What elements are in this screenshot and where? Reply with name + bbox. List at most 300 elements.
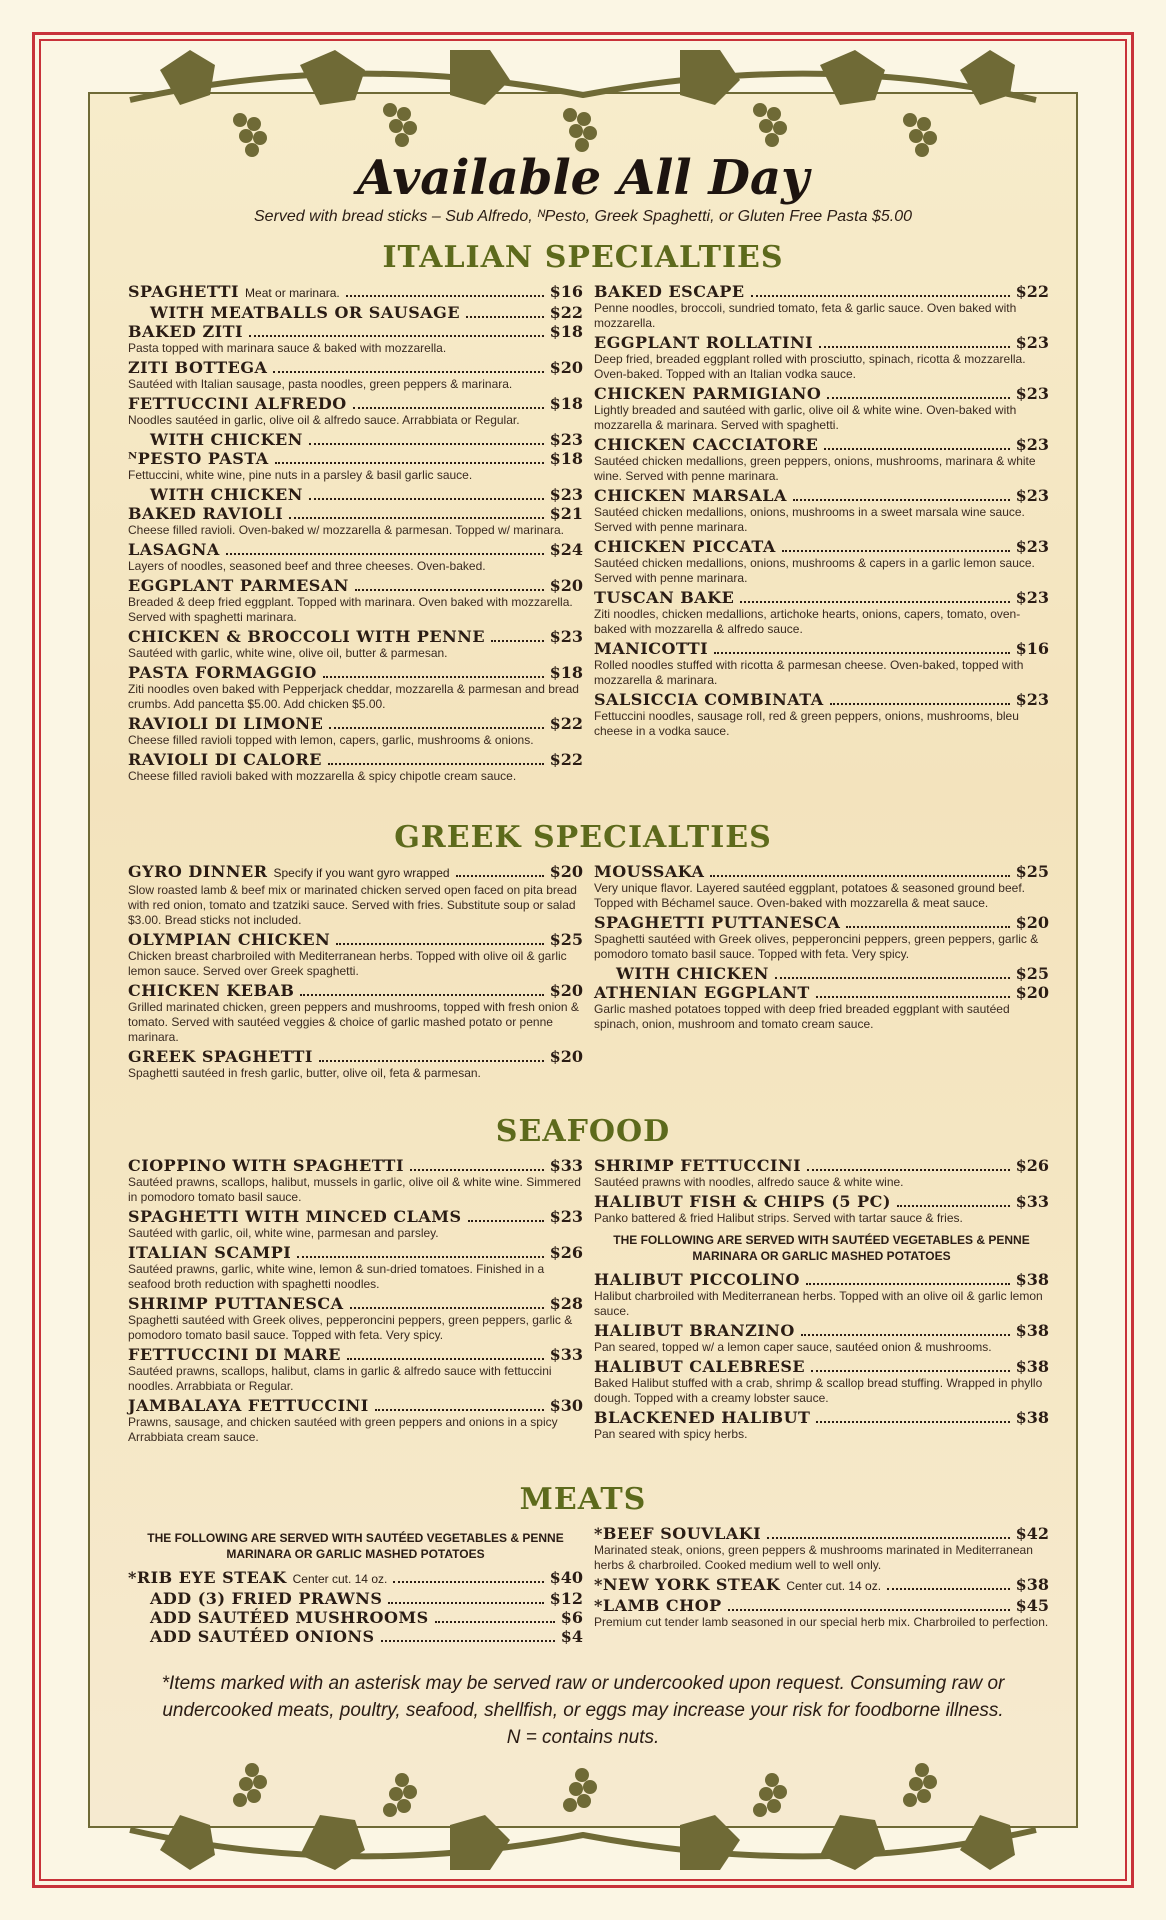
menu-item-line — [594, 384, 1049, 403]
dot-leader — [767, 1537, 1009, 1539]
menu-item-price: $25 — [1015, 862, 1049, 881]
menu-item-description: Grilled marinated chicken, green peppers and mushrooms, topped with fresh onion & tomato. Served with sautéed veggies & choice of garlic mashed potato or penne marinara. — [128, 1000, 579, 1044]
dot-leader — [289, 517, 543, 519]
menu-item — [128, 394, 583, 428]
menu-item-price: $38 — [1015, 1575, 1049, 1594]
dot-leader — [468, 1220, 544, 1222]
menu-item-price: $20 — [549, 576, 583, 595]
menu-item-line — [594, 862, 1049, 881]
dot-leader — [375, 1409, 544, 1411]
menu-item-description: Rolled noodles stuffed with ricotta & parmesan cheese. Oven-baked, topped with mozzarella & marinara. — [594, 658, 1024, 687]
menu-item-line — [128, 540, 583, 559]
menu-item-price: $16 — [1015, 639, 1049, 658]
dot-leader — [782, 550, 1010, 552]
menu-item-description: Sautéed with garlic, white wine, olive oil, butter & parmesan. — [128, 646, 448, 660]
menu-item-description: Baked Halibut stuffed with a crab, shrimp & scallop bread stuffing. Wrapped in phyllo dough. Topped with a creamy lobster sauce. — [594, 1376, 1043, 1405]
menu-item — [594, 1321, 1049, 1355]
menu-item-price: $18 — [549, 449, 583, 468]
menu-item-name: SHRIMP PUTTANESCA — [128, 1294, 344, 1313]
menu-item-name: CHICKEN CACCIATORE — [594, 435, 819, 454]
menu-item — [594, 1156, 1049, 1190]
dot-leader — [811, 1370, 1010, 1372]
menu-item-price: $23 — [1015, 588, 1049, 607]
menu-item-price: $33 — [1015, 1192, 1049, 1211]
menu-item-line — [594, 913, 1049, 932]
menu-item-description: Panko battered & fried Halibut strips. Served with tartar sauce & fries. — [594, 1211, 963, 1225]
menu-item-name: FETTUCCINI DI MARE — [128, 1345, 341, 1364]
page-subtitle: Served with bread sticks – Sub Alfredo, ᴺPesto, Greek Spaghetti, or Gluten Free Pasta $5.00 — [254, 208, 912, 225]
menu-item — [594, 639, 1049, 688]
menu-item — [594, 1357, 1049, 1406]
menu-item-price: $16 — [549, 282, 583, 301]
menu-item — [128, 1243, 583, 1292]
meats-left-list — [128, 1568, 583, 1646]
dot-leader — [740, 601, 1009, 603]
dot-leader — [353, 407, 544, 409]
meats-right-column — [594, 1524, 1049, 1632]
menu-item-description: Pan seared, topped w/ a lemon caper sauce, sautéed onion & mushrooms. — [594, 1340, 992, 1354]
menu-item-line — [128, 1627, 583, 1646]
menu-item-description: Spaghetti sautéed in fresh garlic, butter, olive oil, feta & parmesan. — [128, 1066, 481, 1080]
footer-line-2: undercooked meats, poultry, seafood, shellfish, or eggs may increase your risk for foodborne illness. — [162, 1700, 1004, 1721]
menu-item-name: HALIBUT CALEBRESE — [594, 1357, 806, 1376]
menu-item-name: ᴺPESTO PASTA — [128, 449, 269, 468]
menu-item — [128, 1627, 583, 1646]
menu-item — [594, 486, 1049, 535]
menu-item — [128, 1589, 583, 1608]
dot-leader — [393, 1581, 543, 1583]
dot-leader — [309, 498, 544, 500]
menu-item-name: PASTA FORMAGGIO — [128, 663, 317, 682]
menu-item-line — [128, 750, 583, 769]
dot-leader — [329, 727, 543, 729]
menu-item — [128, 1156, 583, 1205]
dot-leader — [827, 397, 1009, 399]
italian-right-column — [594, 282, 1049, 741]
menu-item — [128, 504, 583, 538]
dot-leader — [819, 346, 1010, 348]
menu-item-description: Prawns, sausage, and chicken sautéed with green peppers and onions in a spicy Arrabbiata cream sauce. — [128, 1415, 558, 1444]
dot-leader — [806, 1283, 1010, 1285]
menu-item-price: $23 — [1015, 333, 1049, 352]
menu-item — [594, 537, 1049, 586]
menu-item — [594, 1596, 1049, 1630]
menu-item — [128, 1294, 583, 1343]
menu-item-name: JAMBALAYA FETTUCCINI — [128, 1396, 369, 1415]
menu-item-price: $23 — [1015, 435, 1049, 454]
dot-leader — [388, 1602, 543, 1604]
menu-item-line — [128, 1568, 583, 1589]
menu-item-price: $23 — [549, 485, 583, 504]
dot-leader — [350, 1307, 544, 1309]
menu-item-name: WITH CHICKEN — [150, 485, 303, 504]
dot-leader — [300, 994, 543, 996]
dot-leader — [816, 996, 1010, 998]
menu-item-name: ADD (3) FRIED PRAWNS — [150, 1589, 383, 1608]
menu-item-name: WITH CHICKEN — [616, 964, 769, 983]
menu-item-name: EGGPLANT PARMESAN — [128, 576, 349, 595]
menu-item-description: Sautéed prawns, garlic, white wine, lemon & sun-dried tomatoes. Finished in a seafood broth reduction with spaghetti noodles. — [128, 1262, 545, 1291]
dot-leader — [328, 763, 544, 765]
menu-item-line — [128, 627, 583, 646]
menu-item-name: GYRO DINNER — [128, 862, 268, 881]
menu-item-description: Sautéed chicken medallions, onions, mushrooms in a sweet marsala wine sauce. Served with penne marinara. — [594, 505, 1025, 534]
menu-item-price: $22 — [549, 714, 583, 733]
dot-leader — [466, 316, 544, 318]
menu-item-line — [128, 930, 583, 949]
menu-item-line — [594, 486, 1049, 505]
menu-item-description: Noodles sautéed in garlic, olive oil & alfredo sauce. Arrabbiata or Regular. — [128, 413, 520, 427]
menu-item — [594, 384, 1049, 433]
menu-item-line — [594, 1408, 1049, 1427]
menu-item-name: FETTUCCINI ALFREDO — [128, 394, 347, 413]
menu-item-description: Halibut charbroiled with Mediterranean herbs. Topped with an olive oil & garlic lemon sauce. — [594, 1289, 1043, 1318]
menu-item-name: *LAMB CHOP — [594, 1596, 722, 1615]
menu-item — [594, 1270, 1049, 1319]
menu-item — [128, 750, 583, 784]
menu-item-note: Center cut. 14 oz. — [292, 1572, 388, 1586]
footer-line-1: *Items marked with an asterisk may be served raw or undercooked upon request. Consuming raw or — [161, 1673, 1005, 1694]
menu-item-name: HALIBUT PICCOLINO — [594, 1270, 800, 1289]
seafood-right-bottom-list — [594, 1270, 1049, 1442]
menu-item-line — [128, 1047, 583, 1066]
dot-leader — [456, 875, 544, 877]
dot-leader — [336, 943, 543, 945]
seafood-right-column — [594, 1156, 1049, 1444]
menu-item-description: Cheese filled ravioli topped with lemon, capers, garlic, mushrooms & onions. — [128, 733, 534, 747]
menu-item — [594, 1575, 1049, 1596]
menu-item-name: ADD SAUTÉED ONIONS — [150, 1627, 375, 1646]
menu-item-price: $21 — [549, 504, 583, 523]
menu-item-name: SPAGHETTI WITH MINCED CLAMS — [128, 1207, 462, 1226]
dot-leader — [887, 1588, 1010, 1590]
menu-item-line — [128, 1345, 583, 1364]
footer-line-3: N = contains nuts. — [506, 1727, 660, 1748]
menu-item-line — [594, 1357, 1049, 1376]
menu-item-description: Pan seared with spicy herbs. — [594, 1427, 748, 1441]
menu-item — [128, 981, 583, 1045]
menu-item-name: HALIBUT BRANZINO — [594, 1321, 795, 1340]
dot-leader — [355, 589, 544, 591]
menu-item-name: BLACKENED HALIBUT — [594, 1408, 811, 1427]
menu-item-price: $23 — [549, 1207, 583, 1226]
menu-item — [128, 430, 583, 449]
menu-item — [128, 930, 583, 979]
menu-item-line — [594, 1596, 1049, 1615]
menu-item-line — [128, 1207, 583, 1226]
menu-item-name: OLYMPIAN CHICKEN — [128, 930, 331, 949]
menu-item-price: $25 — [1015, 964, 1049, 983]
seafood-right-top-list — [594, 1156, 1049, 1226]
menu-item-price: $38 — [1015, 1321, 1049, 1340]
menu-item-line — [128, 358, 583, 377]
menu-item-price: $38 — [1015, 1357, 1049, 1376]
menu-item-name: CHICKEN KEBAB — [128, 981, 295, 1000]
menu-item-line — [594, 1270, 1049, 1289]
menu-item-price: $25 — [549, 930, 583, 949]
menu-item-name: SPAGHETTI — [128, 282, 240, 301]
menu-item-price: $24 — [549, 540, 583, 559]
menu-item-note: Center cut. 14 oz. — [786, 1579, 882, 1593]
dot-leader — [728, 1609, 1010, 1611]
menu-item-line — [128, 282, 583, 303]
menu-item — [128, 663, 583, 712]
seafood-left-column — [128, 1156, 583, 1447]
menu-item — [594, 1192, 1049, 1226]
menu-item-description: Premium cut tender lamb seasoned in our special herb mix. Charbroiled to perfection. — [594, 1615, 1049, 1629]
menu-item-name: *NEW YORK STEAK — [594, 1575, 781, 1594]
menu-item-line — [594, 1321, 1049, 1340]
menu-item — [594, 1408, 1049, 1442]
menu-item-description: Slow roasted lamb & beef mix or marinated chicken served open faced on pita bread with red onion, tomato and tzatziki sauce. Served with fries. Substitute soup or salad $3.00. Bread sticks not included. — [128, 883, 577, 927]
menu-item-name: LASAGNA — [128, 540, 220, 559]
menu-item-description: Sautéed prawns with noodles, alfredo sauce & white wine. — [594, 1175, 904, 1189]
menu-item-description: Ziti noodles, chicken medallions, artichoke hearts, onions, capers, tomato, oven-baked with mozzarella & alfredo sauce. — [594, 607, 1021, 636]
dot-leader — [323, 676, 544, 678]
menu-item-description: Cheese filled ravioli baked with mozzarella & spicy chipotle cream sauce. — [128, 769, 517, 783]
menu-item-name: ATHENIAN EGGPLANT — [594, 983, 810, 1002]
dot-leader — [346, 295, 544, 297]
menu-item-description: Sautéed prawns, scallops, halibut, clams in garlic & alfredo sauce with fettuccini noodles. Arrabbiata or Regular. — [128, 1364, 552, 1393]
dot-leader — [249, 335, 544, 337]
menu-item-price: $4 — [560, 1627, 583, 1646]
menu-item — [128, 485, 583, 504]
menu-item — [128, 540, 583, 574]
menu-item-price: $30 — [549, 1396, 583, 1415]
menu-item-description: Lightly breaded and sautéed with garlic, olive oil & white wine. Oven-baked with mozzarella & marinara. Served with spaghetti. — [594, 403, 1017, 432]
menu-item-price: $38 — [1015, 1270, 1049, 1289]
menu-item-price: $26 — [549, 1243, 583, 1262]
menu-item-name: ZITI BOTTEGA — [128, 358, 268, 377]
menu-item — [128, 322, 583, 356]
menu-item-line — [594, 639, 1049, 658]
italian-left-column — [128, 282, 583, 786]
dot-leader — [226, 553, 544, 555]
menu-item-price: $20 — [1015, 913, 1049, 932]
menu-item-line — [128, 485, 583, 504]
menu-item-price: $38 — [1015, 1408, 1049, 1427]
dot-leader — [710, 875, 1009, 877]
menu-item-line — [594, 435, 1049, 454]
menu-item-name: ADD SAUTÉED MUSHROOMS — [150, 1608, 429, 1627]
menu-item — [128, 1207, 583, 1241]
grape-vine-bottom-decoration — [120, 1740, 1046, 1890]
menu-item-line — [594, 964, 1049, 983]
menu-item — [594, 983, 1049, 1032]
dot-leader — [824, 448, 1009, 450]
menu-item-name: WITH CHICKEN — [150, 430, 303, 449]
menu-item-line — [128, 322, 583, 341]
menu-item-description: Pasta topped with marinara sauce & baked with mozzarella. — [128, 341, 447, 355]
menu-item-description: Sautéed with Italian sausage, pasta noodles, green peppers & marinara. — [128, 377, 513, 391]
dot-leader — [297, 1256, 543, 1258]
menu-item-line — [128, 1294, 583, 1313]
menu-item-price: $40 — [549, 1568, 583, 1587]
dot-leader — [714, 652, 1009, 654]
menu-item-line — [128, 663, 583, 682]
menu-item-name: SALSICCIA COMBINATA — [594, 690, 824, 709]
section-title-seafood: SEAFOOD — [495, 1114, 671, 1149]
menu-item-description: Garlic mashed potatoes topped with deep fried breaded eggplant with sautéed spinach, onion, mushroom and tomato cream sauce. — [594, 1002, 1010, 1031]
seafood-served-with-note: THE FOLLOWING ARE SERVED WITH SAUTÉED VEGETABLES & PENNE MARINARA OR GARLIC MASHED POTATOES — [613, 1233, 1030, 1263]
menu-item-price: $20 — [1015, 983, 1049, 1002]
menu-item — [594, 435, 1049, 484]
menu-item-price: $23 — [549, 627, 583, 646]
dot-leader — [273, 371, 543, 373]
menu-item — [128, 358, 583, 392]
menu-item-price: $20 — [549, 981, 583, 1000]
menu-item-line — [128, 981, 583, 1000]
menu-item-price: $12 — [549, 1589, 583, 1608]
menu-item-price: $23 — [1015, 690, 1049, 709]
menu-item-line — [128, 1396, 583, 1415]
menu-item-name: TUSCAN BAKE — [594, 588, 735, 607]
menu-item-note: Meat or marinara. — [245, 286, 340, 300]
menu-item-line — [594, 588, 1049, 607]
menu-item — [594, 862, 1049, 911]
dot-leader — [410, 1169, 544, 1171]
menu-item-line — [594, 1156, 1049, 1175]
menu-item-name: SPAGHETTI PUTTANESCA — [594, 913, 841, 932]
dot-leader — [435, 1621, 555, 1623]
menu-item-price: $45 — [1015, 1596, 1049, 1615]
dot-leader — [897, 1205, 1010, 1207]
menu-item-price: $23 — [549, 430, 583, 449]
page-title: Available All Day — [357, 150, 809, 206]
menu-item-line — [128, 1156, 583, 1175]
menu-item-line — [594, 1524, 1049, 1543]
menu-item-name: CHICKEN PARMIGIANO — [594, 384, 822, 403]
menu-item-price: $22 — [1015, 282, 1049, 301]
menu-item-line — [594, 690, 1049, 709]
menu-item-line — [128, 1608, 583, 1627]
menu-item-line — [128, 504, 583, 523]
menu-item-description: Marinated steak, onions, green peppers & mushrooms marinated in Mediterranean herbs & charbroiled. Cooked medium well to well only. — [594, 1543, 1033, 1572]
menu-item — [128, 576, 583, 625]
menu-item — [594, 1524, 1049, 1573]
menu-item — [594, 913, 1049, 962]
menu-item-description: Sautéed chicken medallions, onions, mushrooms & capers in a garlic lemon sauce. Served with penne marinara. — [594, 556, 1035, 585]
menu-item — [128, 862, 583, 928]
menu-item — [594, 588, 1049, 637]
menu-item-line — [594, 983, 1049, 1002]
menu-item — [128, 627, 583, 661]
menu-item-line — [594, 1575, 1049, 1596]
menu-item-price: $23 — [1015, 384, 1049, 403]
meats-left-column — [128, 1524, 583, 1646]
dot-leader — [793, 499, 1010, 501]
menu-item-line — [594, 537, 1049, 556]
menu-item — [128, 714, 583, 748]
dot-leader — [309, 443, 544, 445]
dot-leader — [775, 977, 1010, 979]
dot-leader — [347, 1358, 544, 1360]
menu-item-price: $20 — [549, 1047, 583, 1066]
menu-item — [594, 690, 1049, 739]
menu-item-name: RAVIOLI DI CALORE — [128, 750, 322, 769]
menu-item — [594, 964, 1049, 983]
menu-item-line — [128, 714, 583, 733]
dot-leader — [275, 462, 544, 464]
menu-item-price: $23 — [1015, 537, 1049, 556]
menu-item-description: Spaghetti sautéed with Greek olives, pepperoncini peppers, green peppers, garlic & pomodoro tomato basil sauce. Topped with feta. Very spicy. — [594, 932, 1039, 961]
section-title-meats: MEATS — [519, 1482, 647, 1517]
menu-item-description: Sautéed prawns, scallops, halibut, mussels in garlic, olive oil & white wine. Simmered in pomodoro tomato basil sauce. — [128, 1175, 581, 1204]
menu-item-line — [128, 576, 583, 595]
menu-item-description: Spaghetti sautéed with Greek olives, pepperoncini peppers, green peppers, garlic & pomodoro tomato basil sauce. Topped with feta. Very spicy. — [128, 1313, 573, 1342]
menu-item-line — [594, 1192, 1049, 1211]
menu-item-name: CHICKEN MARSALA — [594, 486, 787, 505]
menu-item-description: Deep fried, breaded eggplant rolled with prosciutto, spinach, ricotta & mozzarella. Oven-baked. Topped with an Italian vodka sauce. — [594, 352, 1026, 381]
menu-item-name: *BEEF SOUVLAKI — [594, 1524, 762, 1543]
dot-leader — [830, 703, 1010, 705]
dot-leader — [491, 640, 544, 642]
dot-leader — [381, 1640, 555, 1642]
menu-item-name: CIOPPINO WITH SPAGHETTI — [128, 1156, 404, 1175]
footer-disclaimer — [150, 1670, 1016, 1751]
menu-item — [128, 449, 583, 483]
menu-item-description: Fettuccini, white wine, pine nuts in a parsley & basil garlic sauce. — [128, 468, 473, 482]
menu-item-name: BAKED ESCAPE — [594, 282, 745, 301]
menu-item-price: $6 — [560, 1608, 583, 1627]
dot-leader — [807, 1169, 1010, 1171]
menu-item-line — [594, 333, 1049, 352]
menu-item-name: BAKED RAVIOLI — [128, 504, 284, 523]
menu-item-price: $22 — [549, 303, 583, 322]
menu-item-line — [128, 430, 583, 449]
menu-item-description: Cheese filled ravioli. Oven-baked w/ mozzarella & parmesan. Topped w/ marinara. — [128, 523, 564, 537]
menu-item-name: CHICKEN & BROCCOLI WITH PENNE — [128, 627, 486, 646]
menu-item-name: ITALIAN SCAMPI — [128, 1243, 292, 1262]
menu-item — [128, 1396, 583, 1445]
menu-item-description: Sautéed chicken medallions, green peppers, onions, mushrooms, marinara & white wine. Served with penne marinara. — [594, 454, 1036, 483]
menu-item-description: Breaded & deep fried eggplant. Topped with marinara. Oven baked with mozzarella. Served with spaghetti marinara. — [128, 595, 573, 624]
menu-item-price: $26 — [1015, 1156, 1049, 1175]
menu-item-description: Layers of noodles, seasoned beef and three cheeses. Oven-baked. — [128, 559, 486, 573]
menu-item-price: $18 — [549, 394, 583, 413]
menu-item-price: $33 — [549, 1345, 583, 1364]
menu-item-line — [128, 1243, 583, 1262]
menu-item-line — [128, 394, 583, 413]
menu-item-price: $42 — [1015, 1524, 1049, 1543]
menu-item-name: SHRIMP FETTUCCINI — [594, 1156, 802, 1175]
menu-item-name: MANICOTTI — [594, 639, 709, 658]
dot-leader — [816, 1421, 1009, 1423]
section-title-italian: ITALIAN SPECIALTIES — [382, 240, 784, 275]
menu-item — [128, 1568, 583, 1589]
menu-item-name: CHICKEN PICCATA — [594, 537, 776, 556]
menu-item-name: RAVIOLI DI LIMONE — [128, 714, 324, 733]
menu-item-name: *RIB EYE STEAK — [128, 1568, 287, 1587]
menu-item-note: Specify if you want gyro wrapped — [273, 866, 450, 880]
menu-item-name: WITH MEATBALLS OR SAUSAGE — [150, 303, 461, 322]
menu-item-name: HALIBUT FISH & CHIPS (5 PC) — [594, 1192, 891, 1211]
menu-item-price: $28 — [549, 1294, 583, 1313]
menu-item-line — [128, 449, 583, 468]
menu-item-price: $33 — [549, 1156, 583, 1175]
dot-leader — [319, 1060, 544, 1062]
menu-item — [594, 282, 1049, 331]
dot-leader — [846, 926, 1009, 928]
menu-item — [128, 282, 583, 303]
menu-item-price: $20 — [549, 862, 583, 881]
menu-item-line — [128, 303, 583, 322]
menu-item — [128, 1345, 583, 1394]
menu-item — [128, 303, 583, 322]
section-title-greek: GREEK SPECIALTIES — [394, 820, 772, 855]
menu-item-name: MOUSSAKA — [594, 862, 705, 881]
menu-item-line — [594, 282, 1049, 301]
